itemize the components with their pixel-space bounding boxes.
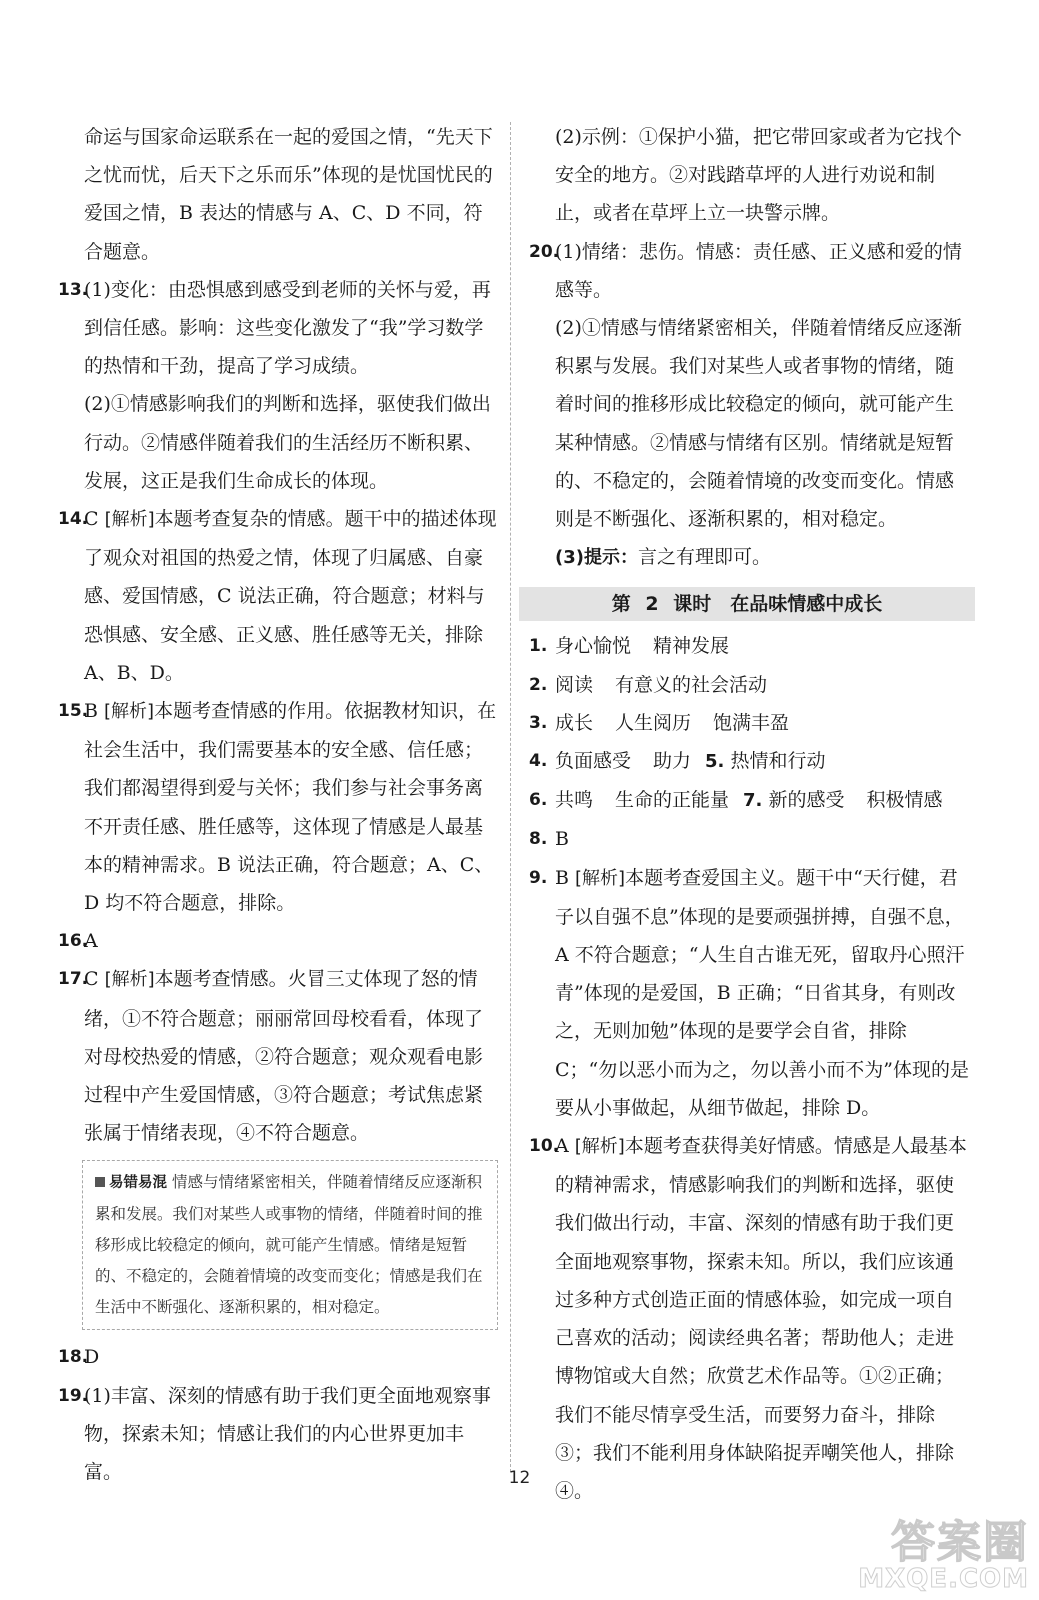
analysis-tag: [解析] [104, 969, 155, 991]
analysis-text: 本题考查爱国主义。题干中“天行健，君子以自强不息”体现的是要顽强拼搏，自强不息，A 不符合题意；“人生自古谁无死，留取丹心照汗青”体现的是爱国，B 正确；“日省其身，有则改之，无则加勉”体现的是要学会自省，排除 C；“勿以恶小而为之，勿以善小而不为”体现的是要从小事做起，从细节做起，排除 D。 [555, 866, 969, 1119]
question-number: 10. [529, 1136, 560, 1157]
answer-text: 精神发展 [653, 635, 730, 658]
analysis-tag: [解析] [574, 1136, 625, 1158]
answer-choice: C [84, 968, 99, 991]
answer-2 [529, 666, 969, 704]
right-column [529, 118, 969, 1510]
question-17 [58, 960, 498, 1152]
answer-text: 新的感受 [768, 789, 845, 812]
answer-choice: B [555, 866, 569, 889]
answer-1 [529, 627, 969, 665]
watermark-logo [858, 1506, 1029, 1594]
question-number: 9. [529, 867, 548, 888]
hint-label: (3)提示： [555, 547, 638, 569]
answer-text: 助力 [653, 750, 692, 773]
watermark-url: MXQE.COM [858, 1564, 1029, 1594]
answer-8 [529, 820, 969, 858]
watermark-logo-text: 答案圈 [891, 1517, 1029, 1568]
question-13 [58, 271, 498, 500]
answer-part: (2)①情感与情绪紧密相关，伴随着情绪反应逐渐积累与发展。我们对某些人或者事物的情绪，随着时间的推移形成比较稳定的倾向，就可能产生某种情感。②情感与情绪有区别。情绪就是短暂的、不稳定的，会随着情境的改变而变化。情感则是不断强化、逐渐积累的，相对稳定。 [555, 317, 962, 531]
answer-choice: B [555, 828, 569, 851]
left-column [58, 118, 498, 1491]
answer-part: (1)情绪：悲伤。情感：责任感、正义感和爱的情感等。 [555, 240, 962, 301]
question-number: 8. [529, 829, 548, 850]
question-number: 7. [743, 790, 763, 812]
question-18 [58, 1338, 498, 1376]
analysis-text: 本题考查情感。火冒三丈体现了怒的情绪，①不符合题意；丽丽常回母校看看，体现了对母校热爱的情感，②符合题意；观众观看电影过程中产生爱国情感，③符合题意；考试焦虑紧张属于情绪表现，④不符合题意。 [84, 968, 484, 1145]
question-14 [58, 500, 498, 692]
page-number: 12 [508, 1468, 531, 1488]
answer-text: 阅读 [555, 673, 594, 696]
analysis-text: 本题考查情感的作用。依据教材知识，在社会生活中，我们需要基本的安全感、信任感；我们都渴望得到爱与关怀；我们参与社会事务离不开责任感、胜任感等，这体现了情感是人最基本的精神需求。B 说法正确，符合题意；A、C、D 均不符合题意，排除。 [84, 700, 497, 915]
answer-text: 积极情感 [866, 789, 943, 812]
answer-choice: A [84, 930, 98, 953]
question-number: 5. [705, 751, 725, 773]
answer-3 [529, 704, 969, 742]
note-text: 情感与情绪紧密相关，伴随着情绪反应逐渐积累和发展。我们对某些人或事物的情绪，伴随着时间的推移形成比较稳定的倾向，就可能产生情感。情绪是短暂的、不稳定的，会随着情境的改变而变化；情感是我们在生活中不断强化、逐渐积累的，相对稳定。 [95, 1173, 483, 1317]
question-15 [58, 692, 498, 922]
answer-6-7 [529, 781, 969, 820]
answer-text: 饱满丰盈 [713, 711, 790, 734]
hint-text: 言之有理即可。 [637, 546, 771, 569]
answer-10 [529, 1127, 969, 1510]
question-16 [58, 922, 498, 960]
answer-text: 生命的正能量 [615, 789, 730, 812]
q19-continuation: (2)示例：①保护小猫，把它带回家或者为它找个安全的地方。②对践踏草坪的人进行劝说和制止，或者在草坪上立一块警示牌。 [555, 126, 962, 225]
question-number: 19. [58, 1385, 89, 1406]
analysis-tag: [解析] [575, 867, 626, 889]
analysis-text: 本题考查获得美好情感。情感是人最基本的精神需求，情感影响我们的判断和选择，驱使我们做出行动，丰富、深刻的情感有助于我们更全面地观察事物，探索未知。所以，我们应该通过多种方式创造正面的情感体验，如完成一项自己喜欢的活动；阅读经典名著；帮助他人；走进博物馆或大自然；欣赏艺术作品等。①②正确；我们不能尽情享受生活，而要努力奋斗，排除③；我们不能利用身体缺陷捉弄嘲笑他人，排除④。 [555, 1135, 967, 1502]
question-number: 17. [58, 969, 89, 990]
question-number: 16. [58, 931, 89, 952]
question-number: 1. [529, 636, 548, 657]
analysis-tag: [解析] [104, 701, 155, 723]
question-number: 13. [58, 279, 89, 300]
section-title: 第 2 课时 在品味情感中成长 [519, 587, 975, 621]
answer-choice: C [84, 508, 99, 531]
answer-text: 人生阅历 [615, 711, 692, 734]
question-number: 15. [58, 701, 89, 722]
answer-text: 共鸣 [555, 789, 594, 812]
answer-text: 身心愉悦 [555, 635, 632, 658]
question-number: 18. [58, 1347, 89, 1368]
question-number: 2. [529, 674, 548, 695]
answer-choice: D [84, 1346, 100, 1369]
analysis-text: 本题考查复杂的情感。题干中的描述体现了观众对祖国的热爱之情，体现了归属感、自豪感、爱国情感，C 说法正确，符合题意；材料与恐惧感、安全感、正义感、胜任感等无关，排除A、B、D。 [84, 508, 497, 684]
answer-text: 热情和行动 [730, 750, 826, 773]
answer-text: 成长 [555, 711, 594, 734]
answer-4-5 [529, 742, 969, 781]
answer-part: (1)丰富、深刻的情感有助于我们更全面地观察事物，探索未知；情感让我们的内心世界更加丰富。 [84, 1384, 491, 1484]
analysis-tag: [解析] [104, 509, 155, 531]
answer-choice: B [84, 700, 98, 723]
answer-text: 负面感受 [555, 750, 632, 773]
question-number: 14. [58, 509, 89, 530]
note-title: 易错易混 [95, 1175, 167, 1191]
answer-9 [529, 859, 969, 1127]
answer-part: (2)①情感影响我们的判断和选择，驱使我们做出行动。②情感伴随着我们的生活经历不断积累、发展，这正是我们生命成长的体现。 [84, 393, 491, 492]
question-number: 20. [529, 241, 560, 262]
question-20 [529, 233, 969, 578]
question-number: 4. [529, 751, 548, 772]
error-prone-note-box [82, 1160, 498, 1330]
q12-continuation: 命运与国家命运联系在一起的爱国之情，“先天下之忧而忧，后天下之乐而乐”体现的是忧国忧民的爱国之情，B 表达的情感与 A、C、D 不同，符合题意。 [84, 126, 493, 263]
question-number: 3. [529, 712, 548, 733]
question-number: 6. [529, 790, 548, 811]
answer-text: 有意义的社会活动 [615, 673, 768, 696]
answer-part: (1)变化：由恐惧感到感受到老师的关怀与爱，再到信任感。影响：这些变化激发了“我”学习数学的热情和干劲，提高了学习成绩。 [84, 278, 491, 378]
column-divider [510, 122, 511, 1472]
answer-choice: A [555, 1135, 569, 1158]
